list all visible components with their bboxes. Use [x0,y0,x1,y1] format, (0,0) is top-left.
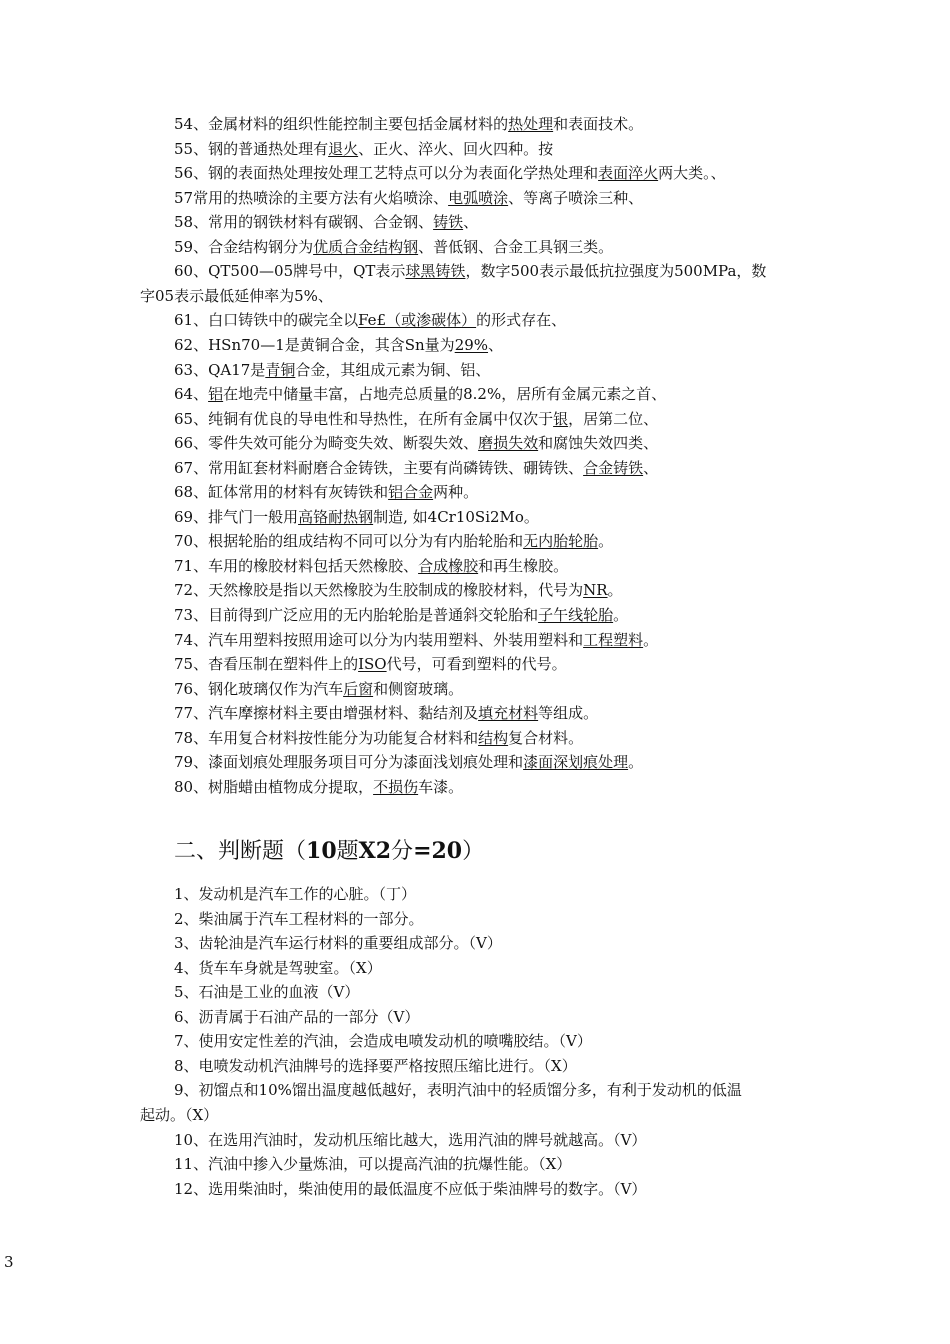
fill-blank-line [174,335,503,355]
question-text: 两大类。、 [658,164,726,183]
answer-blank: 青铜 [265,360,296,379]
answer-blank: 表面淬火 [598,164,659,183]
fill-blank-line [174,212,478,232]
judgment-line: 5、石油是工业的血液（V） [174,983,360,1002]
answer-blank: 银 [553,409,569,428]
answer-blank: 29% [454,335,489,354]
fill-blank-line [174,752,643,772]
question-text: 、正火、淬火、回火四种。按 [358,139,554,158]
question-text: 的形式存在、 [476,311,567,330]
fill-blank-line [174,531,613,551]
fill-blank-line [174,433,658,453]
question-text: ，居第二位、 [568,409,659,428]
fill-blank-line [174,237,613,257]
question-text: 63、QA17是 [174,360,266,379]
answer-blank: 热处理 [508,115,554,133]
judgment-line: 11、汽油中掺入少量炼油，可以提高汽油的抗爆性能。（X） [174,1155,572,1174]
question-text: 制造, 如4Cr10Si2Mo。 [373,507,539,526]
heading-count: 10 [306,838,337,864]
question-text: 75、杳看压制在塑料件上的 [174,655,359,674]
question-text: 代号，可看到塑料的代号。 [386,655,567,674]
question-text: 等组成。 [538,704,599,723]
answer-blank: 电弧喷涂 [448,188,509,207]
answer-blank: 不损伤 [373,777,419,796]
question-text: 合金，其组成元素为铜、铝、 [295,360,491,379]
question-text: ，数字500表示最低抗拉强度为500MPa，数 [465,262,767,281]
question-text: 56、钢的表面热处理按处理工艺特点可以分为表面化学热处理和 [174,164,599,183]
heading-unit: 分 [391,839,414,864]
question-text: 和表面技术。 [553,115,644,133]
question-text: 55、钢的普通热处理有 [174,139,329,158]
question-text: 74、汽车用塑料按照用途可以分为内装用塑料、外装用塑料和 [174,630,584,649]
question-text: 59、合金结构钢分为 [174,237,314,256]
fill-blank-line [174,409,658,429]
judgment-line: 10、在选用汽油时，发动机压缩比越大，选用汽油的牌号就越高。（V） [174,1130,647,1149]
fill-blank-line [174,507,539,527]
question-text: 和侧窗玻璃。 [373,679,464,698]
question-text: 。 [643,630,659,649]
question-text: 、普低钢、合金工具钢三类。 [418,237,614,256]
page-number: 3 [4,1253,14,1271]
answer-blank: 铸铁 [433,213,464,232]
fill-blank-line [140,286,333,306]
fill-blank-line [174,728,583,748]
answer-blank: NR [583,581,608,600]
fill-blank-line [174,580,623,600]
fill-blank-line [174,556,568,576]
fill-blank-line [174,458,658,478]
question-text: 和腐蚀失效四类、 [538,434,659,453]
heading-prefix: 二、判断题（ [174,839,307,864]
question-text: 复合材料。 [508,728,584,747]
question-text: 76、钢化玻璃仅作为汽车 [174,679,344,698]
answer-blank: ISO [358,655,387,674]
question-text: 62、HSn70—1是黄铜合金，其含Sn量为 [174,335,455,354]
fill-blank-line [174,605,628,625]
judgment-line: 2、柴油属于汽车工程材料的一部分。 [174,909,424,928]
question-text: 64、 [174,385,209,404]
question-text: 77、汽车摩擦材料主要由增强材料、黏结剂及 [174,704,479,723]
question-text: 61、白口铸铁中的碳完全以 [174,311,359,330]
question-text: 72、天然橡胶是指以天然橡胶为生胶制成的橡胶材料，代号为 [174,581,584,600]
answer-blank: 退火 [328,139,359,158]
question-text: 字05表示最低延伸率为5%、 [140,286,333,305]
fill-blank-line [174,261,766,281]
question-text: 两种。 [433,483,479,502]
answer-blank: 合金铸铁 [583,458,644,477]
heading-total: =20 [413,838,463,864]
question-text: 65、纯铜有优良的导电性和导热性，在所有金属中仅次于 [174,409,554,428]
question-text: 80、树脂蜡由植物成分提取， [174,777,374,796]
answer-blank: 合成橡胶 [418,556,479,575]
question-text: 和再生橡胶。 [478,556,569,575]
question-text: 70、根据轮胎的组成结构不同可以分为有内胎轮胎和 [174,532,524,551]
question-text: 78、车用复合材料按性能分为功能复合材料和 [174,728,479,747]
judgment-line: 12、选用柴油时，柴油使用的最低温度不应低于柴油牌号的数字。（V） [174,1179,647,1198]
question-text: 67、常用缸套材料耐磨合金铸铁，主要有尚磷铸铁、硼铸铁、 [174,458,584,477]
question-text: 、 [643,458,659,477]
judgment-line: 8、电喷发动机汽油牌号的选择要严格按照压缩比进行。（X） [174,1056,577,1075]
question-text: 66、零件失效可能分为畸变失效、断裂失效、 [174,434,479,453]
answer-blank: 磨损失效 [478,434,539,453]
fill-blank-line [174,777,463,797]
heading-close: ） [462,839,485,864]
question-text: 71、车用的橡胶材料包括天然橡胶、 [174,556,419,575]
answer-blank: 铝合金 [388,483,434,502]
question-text: 、等离子喷涂三种、 [508,188,644,207]
answer-blank: 球黑铸铁 [405,262,466,281]
judgment-line: 4、货车车身就是驾驶室。（X） [174,958,382,977]
answer-blank: 高铬耐热钢 [298,507,374,526]
question-text: 车漆。 [418,777,464,796]
fill-blank-line [174,139,553,159]
question-text: 79、漆面划痕处理服务项目可分为漆面浅划痕处理和 [174,753,524,772]
answer-blank: 无内胎轮胎 [523,532,599,551]
question-text: 。 [613,606,629,624]
question-text: 。 [628,753,644,772]
judgment-line: 9、初馏点和10%馏出温度越低越好，表明汽油中的轻质馏分多，有利于发动机的低温 [174,1081,742,1100]
fill-blank-line [174,163,726,183]
answer-blank: 子午线轮胎 [538,606,614,624]
question-text: 、 [488,335,504,354]
heading-middle: 题 [336,839,359,864]
answer-blank: 漆面深划痕处理 [523,753,629,772]
question-text: 60、QT500—05牌号中，QT表示 [174,262,406,281]
section-heading [174,836,484,867]
answer-blank: Fe£（或渗碳体） [358,311,477,330]
question-text: 58、常用的钢铁材料有碳钢、合金钢、 [174,213,434,232]
fill-blank-line [174,188,643,208]
fill-blank-line [174,482,478,502]
answer-blank: 铝 [208,385,224,404]
question-text: 73、目前得到广泛应用的无内胎轮胎是普通斜交轮胎和 [174,606,539,624]
judgment-line: 起动。（X） [140,1105,219,1124]
judgment-line: 6、沥青属于石油产品的一部分（V） [174,1007,420,1026]
question-text: 。 [607,581,623,600]
judgment-line: 7、使用安定性差的汽油，会造成电喷发动机的喷嘴胶结。（V） [174,1032,592,1051]
question-text: 68、缸体常用的材料有灰铸铁和 [174,483,389,502]
fill-blank-line [174,114,643,134]
question-text: 在地壳中储量丰富，占地壳总质量的8.2%，居所有金属元素之首、 [223,385,667,404]
question-text: 、 [463,213,479,232]
fill-blank-line [174,703,598,723]
question-text: 69、排气门一般用 [174,507,299,526]
answer-blank: 填充材料 [478,704,539,723]
fill-blank-line [174,654,567,674]
judgment-line: 3、齿轮油是汽车运行材料的重要组成部分。（V） [174,934,502,953]
answer-blank: 后窗 [343,679,374,698]
judgment-line: 1、发动机是汽车工作的心脏。（丁） [174,885,417,903]
fill-blank-line [174,679,463,699]
fill-blank-line [174,360,490,380]
answer-blank: 结构 [478,728,509,747]
answer-blank: 优质合金结构钢 [313,237,419,256]
fill-blank-line [174,630,658,650]
heading-multiplier: X2 [358,838,392,864]
question-text: 。 [598,532,614,551]
fill-blank-line [174,310,566,330]
question-text: 54、金属材料的组织性能控制主要包括金属材料的 [174,115,509,133]
question-text: 57常用的热喷涂的主要方法有火焰喷涂、 [174,188,449,207]
fill-blank-line [174,384,666,404]
answer-blank: 工程塑料 [583,630,644,649]
